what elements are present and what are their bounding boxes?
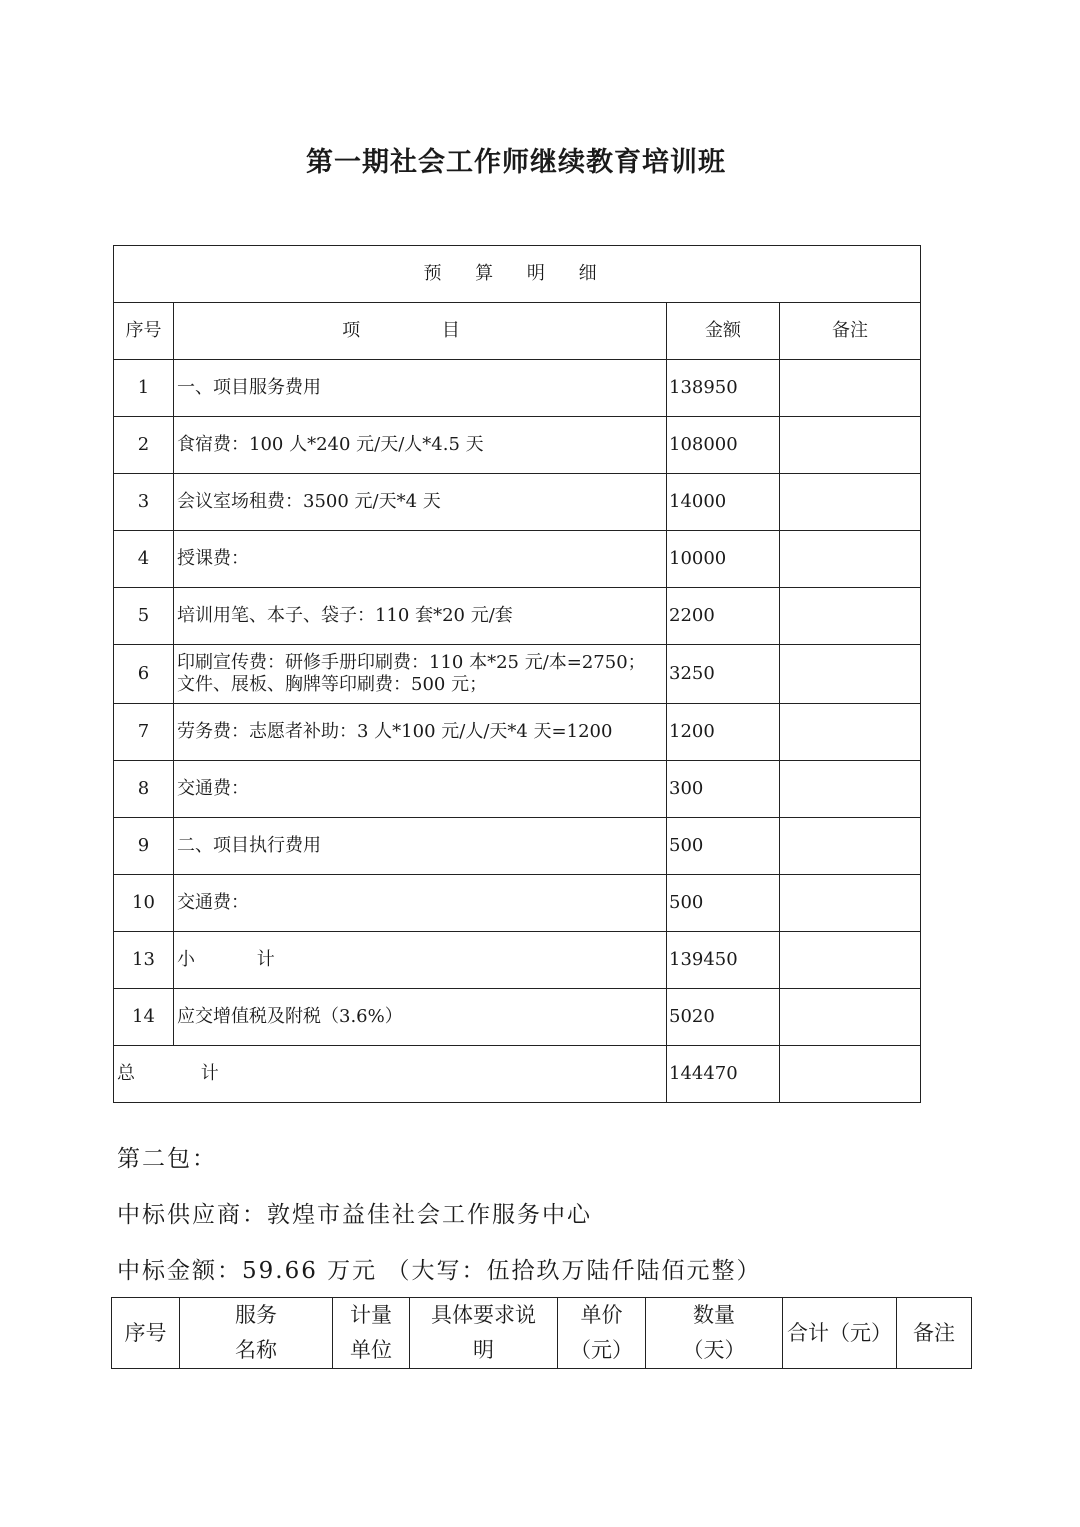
row-no: 6 (114, 645, 174, 704)
service-header-unit-price (558, 1298, 646, 1369)
row-item: 小 计 (174, 932, 667, 989)
row-amount: 108000 (667, 417, 780, 474)
row-item: 培训用笔、本子、袋子：110 套*20 元/套 (174, 588, 667, 645)
row-remark (780, 360, 921, 417)
header-remark: 备注 (780, 303, 921, 360)
header-line1: 数量 (693, 1303, 735, 1327)
row-no: 1 (114, 360, 174, 417)
header-line1: 备注 (913, 1320, 955, 1345)
row-amount: 138950 (667, 360, 780, 417)
row-remark (780, 588, 921, 645)
row-remark (780, 761, 921, 818)
row-remark (780, 932, 921, 989)
table-row (114, 932, 921, 989)
row-remark (780, 531, 921, 588)
service-header-unit (333, 1298, 410, 1369)
row-remark (780, 704, 921, 761)
header-line2: 单位 (350, 1338, 392, 1362)
total-row (114, 1046, 921, 1103)
row-amount: 14000 (667, 474, 780, 531)
service-table (111, 1297, 972, 1369)
header-line2: 名称 (235, 1338, 277, 1362)
table-row (114, 989, 921, 1046)
row-no: 4 (114, 531, 174, 588)
header-amount: 金额 (667, 303, 780, 360)
header-line1: 合计（元） (787, 1320, 892, 1345)
row-amount: 500 (667, 818, 780, 875)
service-header-requirements (410, 1298, 558, 1369)
total-remark (780, 1046, 921, 1103)
row-no: 10 (114, 875, 174, 932)
row-item: 授课费： (174, 531, 667, 588)
row-no: 3 (114, 474, 174, 531)
budget-caption: 预 算 明 细 (114, 246, 921, 303)
row-remark (780, 474, 921, 531)
service-header-remark (897, 1298, 972, 1369)
row-item: 一、项目服务费用 (174, 360, 667, 417)
header-line1: 计量 (350, 1303, 392, 1327)
row-item-line2: 文件、展板、胸牌等印刷费：500 元； (177, 674, 488, 695)
service-header-name (180, 1298, 333, 1369)
table-row (114, 704, 921, 761)
row-amount: 5020 (667, 989, 780, 1046)
bid-amount-line: 中标金额：59.66 万元 （大写：伍拾玖万陆仟陆佰元整） (117, 1258, 762, 1284)
table-row (114, 531, 921, 588)
header-line1: 单价 (580, 1303, 623, 1327)
service-header-quantity (646, 1298, 783, 1369)
service-header-row (112, 1298, 972, 1369)
row-item (174, 645, 667, 704)
row-amount: 3250 (667, 645, 780, 704)
row-item: 会议室场租费：3500 元/天*4 天 (174, 474, 667, 531)
table-row (114, 818, 921, 875)
table-row (114, 588, 921, 645)
page-title: 第一期社会工作师继续教育培训班 (306, 147, 726, 178)
total-label: 总 计 (114, 1046, 667, 1103)
header-no: 序号 (114, 303, 174, 360)
row-item: 应交增值税及附税（3.6%） (174, 989, 667, 1046)
row-item: 食宿费：100 人*240 元/天/人*4.5 天 (174, 417, 667, 474)
budget-header-row (114, 303, 921, 360)
row-item: 劳务费：志愿者补助：3 人*100 元/人/天*4 天=1200 (174, 704, 667, 761)
row-no: 8 (114, 761, 174, 818)
header-line2: 明 (473, 1338, 494, 1362)
row-item-line1: 印刷宣传费：研修手册印刷费：110 本*25 元/本=2750； (177, 651, 646, 673)
row-item: 二、项目执行费用 (174, 818, 667, 875)
row-remark (780, 989, 921, 1046)
row-amount: 300 (667, 761, 780, 818)
header-line1: 序号 (124, 1320, 167, 1345)
row-no: 2 (114, 417, 174, 474)
service-header-no (112, 1298, 180, 1369)
row-no: 5 (114, 588, 174, 645)
row-remark (780, 417, 921, 474)
header-line1: 服务 (235, 1303, 277, 1327)
row-amount: 2200 (667, 588, 780, 645)
row-amount: 1200 (667, 704, 780, 761)
package2-heading: 第二包： (117, 1146, 217, 1172)
budget-table (113, 245, 921, 1103)
table-row (114, 761, 921, 818)
row-amount: 10000 (667, 531, 780, 588)
row-no: 9 (114, 818, 174, 875)
table-row (114, 474, 921, 531)
table-row (114, 360, 921, 417)
row-no: 7 (114, 704, 174, 761)
row-amount: 139450 (667, 932, 780, 989)
table-row (114, 645, 921, 704)
header-line1: 具体要求说 (431, 1303, 536, 1327)
row-item: 交通费： (174, 875, 667, 932)
row-no: 14 (114, 989, 174, 1046)
row-remark (780, 645, 921, 704)
table-row (114, 417, 921, 474)
row-no: 13 (114, 932, 174, 989)
row-amount: 500 (667, 875, 780, 932)
header-item: 项 目 (174, 303, 667, 360)
total-amount: 144470 (667, 1046, 780, 1103)
service-header-total (783, 1298, 897, 1369)
table-row (114, 875, 921, 932)
row-remark (780, 875, 921, 932)
row-item: 交通费： (174, 761, 667, 818)
supplier-line: 中标供应商：敦煌市益佳社会工作服务中心 (117, 1202, 592, 1228)
header-line2: （天） (682, 1338, 746, 1362)
budget-caption-row (114, 246, 921, 303)
header-line2: （元） (570, 1338, 633, 1362)
row-remark (780, 818, 921, 875)
